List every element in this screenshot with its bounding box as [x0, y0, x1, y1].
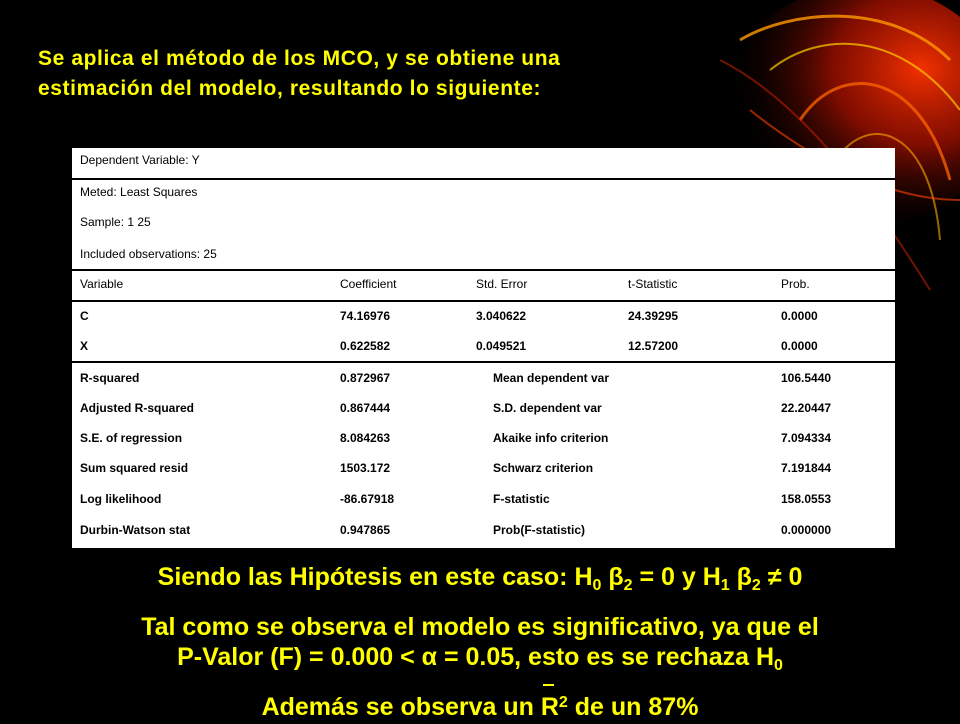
divider: [72, 300, 895, 302]
h1-subscript: 1: [720, 577, 730, 594]
intro-text: [38, 44, 838, 104]
column-header: Variable: [80, 277, 124, 291]
column-header: t-Statistic: [628, 277, 678, 291]
regression-output-table: [72, 148, 895, 548]
column-header: Coefficient: [340, 277, 397, 291]
t-statistic-value: 24.39295: [628, 309, 679, 323]
sample: Sample: 1 25: [80, 215, 151, 229]
dependent-variable-row: [72, 150, 895, 170]
stat-value: 7.094334: [781, 431, 832, 445]
column-header-row: [72, 274, 895, 294]
conclusion-text: [0, 612, 960, 681]
stat-value: 22.20447: [781, 401, 832, 415]
stat-label: Adjusted R-squared: [80, 401, 195, 415]
coefficient-row: [72, 336, 895, 356]
stat-value: 0.000000: [781, 523, 832, 537]
stat-value: -86.67918: [340, 492, 395, 506]
stat-row: [72, 458, 895, 478]
stat-row: [72, 368, 895, 388]
variable-name: C: [80, 309, 89, 323]
beta-subscript: 2: [623, 577, 633, 594]
coefficient-row: [72, 306, 895, 326]
observations-row: [72, 244, 895, 264]
std-error-value: 3.040622: [476, 309, 527, 323]
stat-value: 0.872967: [340, 371, 391, 385]
t-statistic-value: 12.57200: [628, 339, 679, 353]
intro-line-2: estimación del modelo, resultando lo siguiente:: [38, 77, 542, 100]
stat-label: S.E. of regression: [80, 431, 183, 445]
hypothesis-statement: [0, 560, 960, 603]
stat-row: [72, 489, 895, 509]
r-letter: R: [540, 693, 559, 721]
method: Meted: Least Squares: [80, 185, 198, 199]
r-superscript: 2: [558, 694, 568, 711]
adjusted-r-symbol: [541, 686, 568, 724]
conclusion-line-2: P-Valor (F) = 0.000 < α = 0.05, esto es se rechaza H: [177, 643, 775, 671]
divider: [72, 361, 895, 363]
coefficient-value: 0.622582: [340, 339, 391, 353]
stat-row: [72, 428, 895, 448]
observations: Included observations: 25: [80, 247, 217, 261]
rsq-prefix: Además se observa un: [261, 693, 541, 721]
stat-label: R-squared: [80, 371, 140, 385]
stat-label: Durbin-Watson stat: [80, 523, 191, 537]
hypothesis-h1-tail: ≠ 0: [760, 563, 803, 591]
hypothesis-h0-tail: = 0 y H: [632, 563, 721, 591]
stat-value: 7.191844: [781, 461, 832, 475]
conclusion-line-1: Tal como se observa el modelo es significativo, ya que el: [141, 613, 819, 641]
hypothesis-prefix: Siendo las Hipótesis en este caso: H: [157, 563, 593, 591]
stat-label: F-statistic: [493, 492, 550, 506]
method-row: [72, 182, 895, 202]
coefficient-value: 74.16976: [340, 309, 391, 323]
h0-subscript: 0: [592, 577, 602, 594]
stat-row: [72, 398, 895, 418]
stat-label: S.D. dependent var: [493, 401, 602, 415]
divider: [72, 178, 895, 180]
beta-subscript: 2: [751, 577, 761, 594]
stat-value: 0.947865: [340, 523, 391, 537]
intro-line-1: Se aplica el método de los MCO, y se obtiene una: [38, 47, 561, 70]
stat-label: Akaike info criterion: [493, 431, 609, 445]
stat-label: Log likelihood: [80, 492, 162, 506]
prob-value: 0.0000: [781, 309, 818, 323]
std-error-value: 0.049521: [476, 339, 527, 353]
column-header: Prob.: [781, 277, 810, 291]
prob-value: 0.0000: [781, 339, 818, 353]
divider: [72, 269, 895, 271]
stat-label: Schwarz criterion: [493, 461, 594, 475]
beta-symbol: β: [608, 563, 624, 591]
stat-value: 106.5440: [781, 371, 832, 385]
column-header: Std. Error: [476, 277, 528, 291]
stat-value: 158.0553: [781, 492, 832, 506]
stat-value: 8.084263: [340, 431, 391, 445]
stat-label: Prob(F-statistic): [493, 523, 586, 537]
stat-row: [72, 520, 895, 540]
stat-label: Sum squared resid: [80, 461, 189, 475]
stat-value: 1503.172: [340, 461, 391, 475]
h0-subscript: 0: [774, 657, 783, 674]
r-squared-statement: [0, 686, 960, 724]
dependent-variable: Dependent Variable: Y: [80, 153, 200, 167]
variable-name: X: [80, 339, 89, 353]
sample-row: [72, 212, 895, 232]
stat-value: 0.867444: [340, 401, 391, 415]
beta-symbol: β: [736, 563, 752, 591]
rsq-suffix: de un 87%: [567, 693, 699, 721]
stat-label: Mean dependent var: [493, 371, 610, 385]
